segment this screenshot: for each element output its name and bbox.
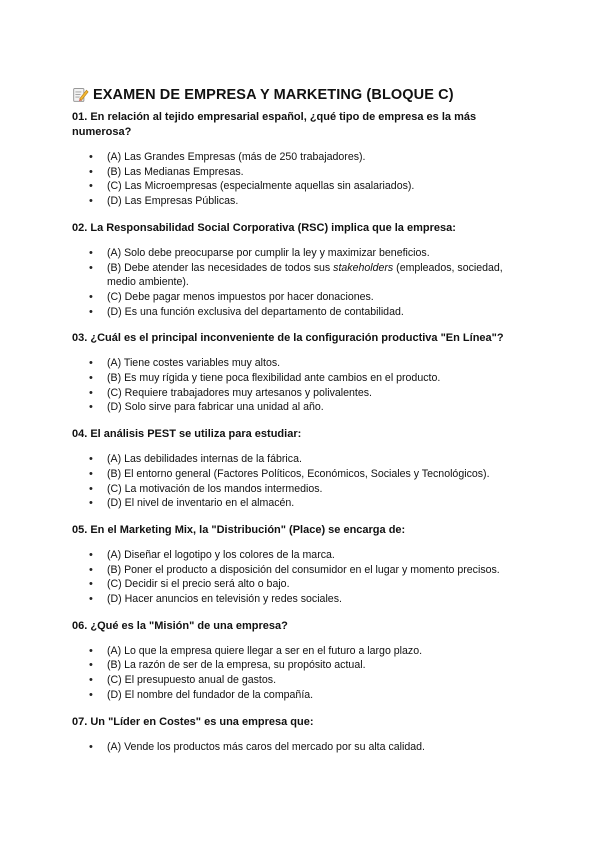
answer-option: • (C) Decidir si el precio será alto o bajo. <box>72 577 530 592</box>
question-04: 04. El análisis PEST se utiliza para estudiar: <box>72 428 302 441</box>
question-07: 07. Un "Líder en Costes" es una empresa que: <box>72 715 314 728</box>
answer-option: • (C) La motivación de los mandos intermedios. <box>72 482 530 497</box>
answer-option: • (A) Diseñar el logotipo y los colores de la marca. <box>72 548 530 563</box>
answer-option: • (A) Las Grandes Empresas (más de 250 trabajadores). <box>72 150 530 165</box>
answer-option: • (C) El presupuesto anual de gastos. <box>72 673 530 688</box>
answer-option: • (B) Las Medianas Empresas. <box>72 165 530 180</box>
answer-option: • (D) El nombre del fundador de la compañía. <box>72 688 530 703</box>
answer-option: • (B) La razón de ser de la empresa, su propósito actual. <box>72 658 530 673</box>
answer-option: • (B) Debe atender las necesidades de todos sus stakeholders (empleados, sociedad, medio ambiente). <box>72 261 530 290</box>
question-list <box>72 110 530 754</box>
option-list <box>72 356 530 415</box>
option-list <box>72 452 530 511</box>
answer-option: • (C) Las Microempresas (especialmente aquellas sin asalariados). <box>72 179 530 194</box>
memo-pencil-icon <box>72 86 89 103</box>
answer-option: • (B) El entorno general (Factores Políticos, Económicos, Sociales y Tecnológicos). <box>72 467 530 482</box>
question-01: 01. En relación al tejido empresarial español, ¿qué tipo de empresa es la más numerosa? <box>72 111 477 138</box>
option-list <box>72 740 530 755</box>
answer-option: • (A) Las debilidades internas de la fábrica. <box>72 452 530 467</box>
answer-option: • (D) Las Empresas Públicas. <box>72 194 530 209</box>
option-list <box>72 644 530 703</box>
question-05: 05. En el Marketing Mix, la "Distribución" (Place) se encarga de: <box>72 523 406 536</box>
answer-option: • (B) Es muy rígida y tiene poca flexibilidad ante cambios en el producto. <box>72 371 530 386</box>
answer-option: • (D) Hacer anuncios en televisión y redes sociales. <box>72 592 530 607</box>
answer-option: • (A) Tiene costes variables muy altos. <box>72 356 530 371</box>
answer-option: • (A) Lo que la empresa quiere llegar a ser en el futuro a largo plazo. <box>72 644 530 659</box>
question-06: 06. ¿Qué es la "Misión" de una empresa? <box>72 619 288 632</box>
answer-option: • (D) El nivel de inventario en el almacén. <box>72 496 530 511</box>
exam-title <box>72 86 530 103</box>
option-list <box>72 150 530 209</box>
answer-option: • (C) Debe pagar menos impuestos por hacer donaciones. <box>72 290 530 305</box>
answer-option: • (A) Solo debe preocuparse por cumplir la ley y maximizar beneficios. <box>72 246 530 261</box>
option-list <box>72 548 530 607</box>
answer-option: • (D) Solo sirve para fabricar una unidad al año. <box>72 400 530 415</box>
answer-option: • (D) Es una función exclusiva del departamento de contabilidad. <box>72 305 530 320</box>
option-list <box>72 246 530 320</box>
question-02: 02. La Responsabilidad Social Corporativa (RSC) implica que la empresa: <box>72 221 456 234</box>
answer-option: • (A) Vende los productos más caros del mercado por su alta calidad. <box>72 740 530 755</box>
answer-option: • (B) Poner el producto a disposición del consumidor en el lugar y momento precisos. <box>72 563 530 578</box>
exam-title-text: EXAMEN DE EMPRESA Y MARKETING (BLOQUE C) <box>93 86 454 103</box>
question-03: 03. ¿Cuál es el principal inconveniente de la configuración productiva "En Línea"? <box>72 332 504 345</box>
answer-option: • (C) Requiere trabajadores muy artesanos y polivalentes. <box>72 386 530 401</box>
